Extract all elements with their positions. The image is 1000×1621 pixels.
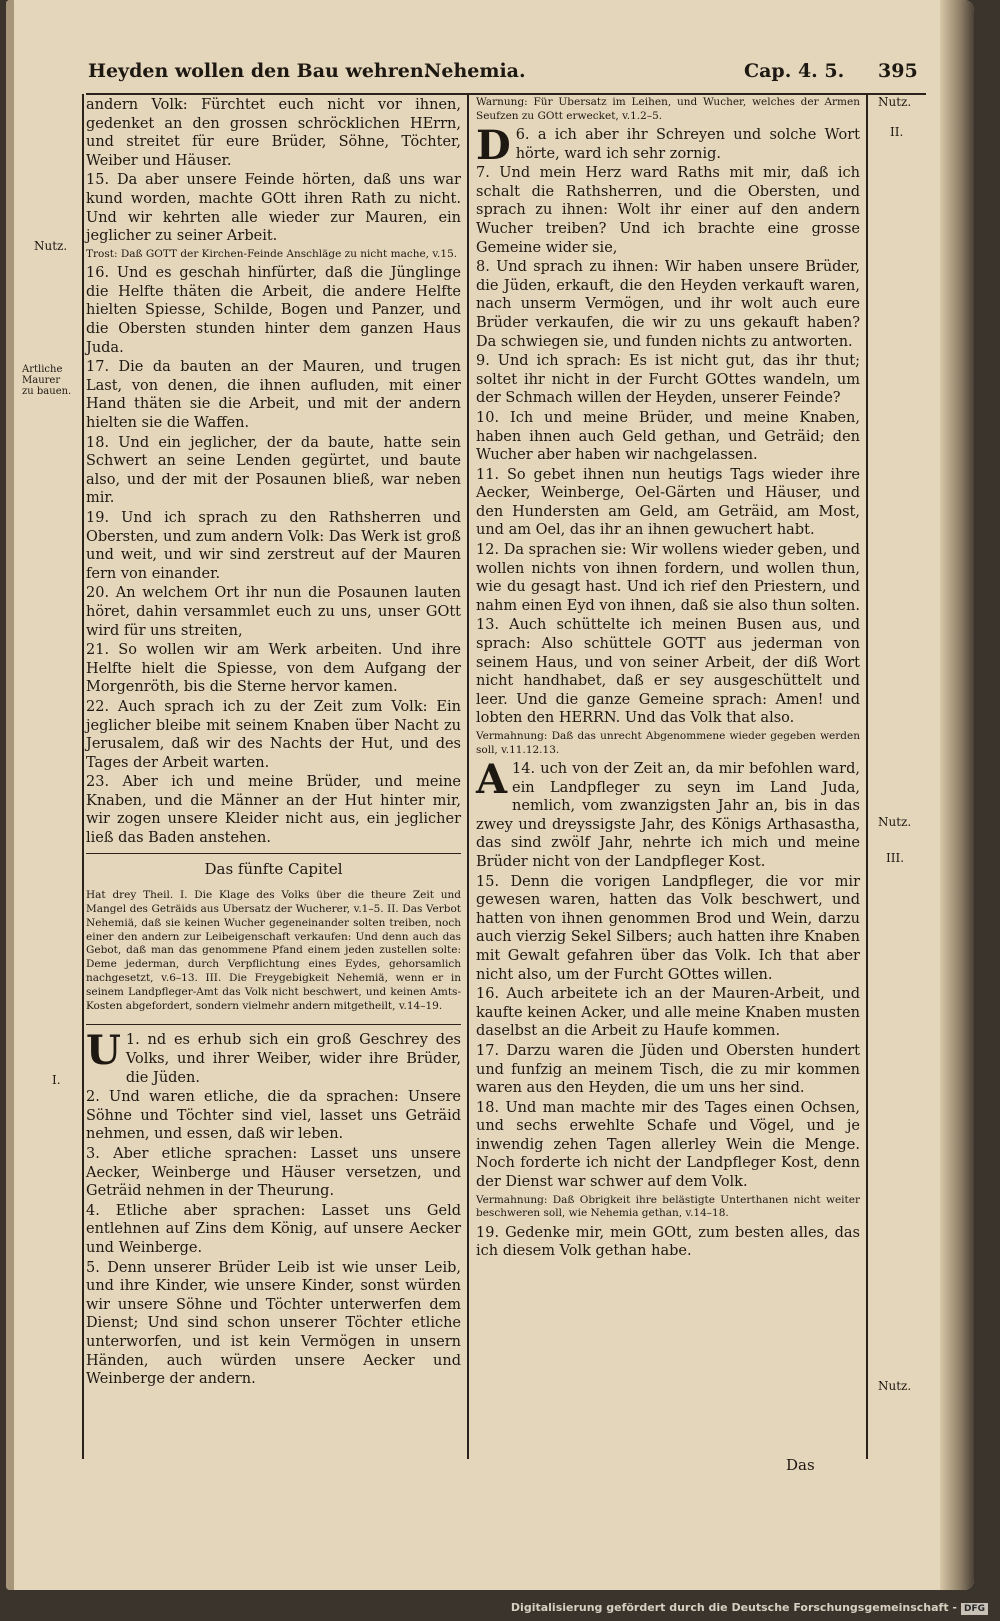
verse-number: 1. (125, 1032, 140, 1049)
chapter-summary: Hat drey Theil. I. Die Klage des Volks über die theure Zeit und Mangel des Geträids aus Ubersatz der Wucherer, v.1–5. II. Das Verbot Nehemiä, daß sie keinen Wucher gegeneinander solten treiben, noch einer den andern zur Leibeigenschaft verkaufen: Und denn auch das Gebot, daß man das genommene Pfand einem jeden zustellen solte: Deme jederman, durch Verpflichtung eines Eydes, gehorsamlich nachgesetzt, v.6–13. III. Die Freygebigkeit Nehemiä, wenn er in seinem Landpfleger-Amt das Volk nicht beschwert, und keinen Amts-Kosten abgefordert, sondern vielmehr andern mitgetheilt, v.14–19. (86, 889, 461, 1012)
verse-paragraph: 12. Da sprachen sie: Wir wollens wieder geben, und wollen nichts von ihnen fordern, und wollen thun, wie du gesagt hast. Und ich rief den Priestern, und nahm einen Eyd von ihnen, daß sie also thun solten. (476, 542, 860, 614)
trost-note: Trost: Daß GOTT der Kirchen-Feinde Anschläge zu nicht mache, v.15. (86, 247, 458, 260)
margin-note-nutz: Nutz. (34, 239, 68, 253)
verse-number: 14. (512, 761, 536, 777)
margin-note-roman: I. (52, 1073, 61, 1087)
margin-note-nutz: Nutz. (878, 815, 912, 829)
right-column-rule (866, 94, 868, 1459)
center-column-rule (467, 94, 469, 1459)
verse-paragraph (86, 1027, 461, 1087)
verse-text: nd es erhub sich ein groß Geschrey des Volks, und ihrer Weiber, wider ihre Brüder, die Jüden. (125, 1032, 461, 1086)
verse-paragraph: 19. Und ich sprach zu den Rathsherren und Obersten, und zum andern Volk: Das Werk ist groß und weit, und wir sind zerstreut auf der Mauren fern von einander. (86, 509, 461, 582)
verse-number: 6. (515, 127, 530, 143)
margin-note-roman: III. (886, 851, 905, 865)
verse-paragraph: 5. Denn unserer Brüder Leib ist wie unser Leib, und ihre Kinder, wie unsere Kinder, sonst würden wir unsere Söhne und Töchter unterwerfen dem Dienst; Und sind schon unserer Töchter etliche unterworfen, und ist kein Vermögen in unsern Händen, auch würden unsere Aecker und Weinberge der andern. (86, 1259, 461, 1388)
warnung-note: Warnung: Für Ubersatz im Leihen, und Wucher, welches der Armen Seufzen zu GOtt erwecket, v.1.2–5. (476, 96, 860, 122)
page-edge-shadow (940, 0, 974, 1590)
left-column (86, 96, 461, 1390)
margin-note-nutz: Nutz. (878, 95, 912, 109)
margin-note-artliche: Artliche Maurer zu bauen. (22, 364, 72, 397)
drop-cap: U (86, 1027, 121, 1075)
verse-paragraph: 18. Und man machte mir des Tages einen Ochsen, und sechs erwehlte Schafe und Vögel, und je inwendig zehen Tagen allerley Wein die Menge. Noch forderte ich nicht der Landpfleger Kost, denn der Dienst war schwer auf dem Volk. (476, 1099, 860, 1191)
verse-text: a ich aber ihr Schreyen und solche Wort hörte, ward ich sehr zornig. (515, 127, 861, 162)
catchword: Das (786, 1456, 815, 1474)
chapter-title: Das fünfte Capitel (204, 860, 343, 879)
left-column-rule (82, 94, 84, 1459)
right-column (476, 96, 860, 1262)
verse-paragraph: 19. Gedenke mir, mein GOtt, zum besten alles, das ich diesem Volk gethan habe. (476, 1224, 860, 1260)
verse-paragraph (476, 756, 861, 872)
verse-paragraph: 21. So wollen wir am Werk arbeiten. Und ihre Helfte hielt die Spiesse, von dem Aufgang der Morgenröth, bis die Sterne hervor kamen. (86, 642, 461, 696)
verse-paragraph: 9. Und ich sprach: Es ist nicht gut, das ihr thut; soltet ihr nicht in der Furcht GOttes wandeln, um der Schmach willen der Heyden, unserer Feinde? (476, 353, 860, 407)
verse-paragraph: 16. Auch arbeitete ich an der Mauren-Arbeit, und kaufte keinen Acker, und alle meine Knaben musten daselbst an die Arbeit zu Haufe kommen. (476, 986, 860, 1040)
verse-paragraph: 13. Auch schüttelte ich meinen Busen aus, und sprach: Also schüttele GOTT aus jederman von seinem Haus, und von seiner Arbeit, der diß Wort nicht handhabet, daß er sey ausgeschüttelt und leer. Und die ganze Gemeine sprach: Amen! und lobten den HERRN. Und das Volk that also. (476, 617, 860, 727)
verse-paragraph: 23. Aber ich und meine Brüder, und meine Knaben, und die Männer an der Hut hinter mir, wir zogen unsere Kleider nicht aus, ein jeglicher ließ das Baden anstehen. (86, 774, 461, 847)
vermahnung-note: Vermahnung: Daß das unrecht Abgenommene wieder gegeben werden soll, v.11.12.13. (476, 730, 860, 756)
verse-paragraph: 17. Die da bauten an der Mauren, und trugen Last, von denen, die ihnen aufluden, mit einer Hand thäten sie die Arbeit, und mit der andern hielten sie die Waffen. (86, 359, 461, 431)
verse-paragraph: 17. Darzu waren die Jüden und Obersten hundert und funfzig an meinem Tisch, die zu mir kommen waren aus den Heyden, die um uns her sind. (476, 1042, 860, 1097)
verse-paragraph: 3. Aber etliche sprachen: Lasset uns unsere Aecker, Weinberge und Häuser versetzen, und Geträid nehmen in der Theurung. (86, 1145, 461, 1200)
verse-paragraph: 11. So gebet ihnen nun heutigs Tags wieder ihre Aecker, Weinberge, Oel-Gärten und Häuser, und den Hundersten am Geld, am Geträid, am Most, und am Oel, das ihr an ihnen gewuchert habt. (476, 466, 860, 539)
digitization-credit (511, 1601, 988, 1615)
drop-cap: A (476, 756, 508, 803)
verse-paragraph: 2. Und waren etliche, die da sprachen: Unsere Söhne und Töchter sind viel, lasset uns Geträid nehmen, und essen, daß wir leben. (86, 1089, 461, 1143)
header-rule (86, 93, 926, 95)
credit-text: Digitalisierung gefördert durch die Deutsche Forschungsgemeinschaft - (510, 1601, 957, 1614)
summary-divider (86, 1024, 461, 1026)
verse-paragraph: 20. An welchem Ort ihr nun die Posaunen lauten höret, dahin versammlet euch zu uns, unser GOtt wird für uns streiten, (86, 585, 461, 639)
page-binding (6, 0, 14, 1590)
verse-paragraph: 10. Ich und meine Brüder, und meine Knaben, haben ihnen auch Geld gethan, und Geträid; den Wucher aber haben wir nachgelassen. (476, 409, 860, 464)
verse-paragraph: andern Volk: Fürchtet euch nicht vor ihnen, gedenket an den grossen schröcklichen HErrn, und streitet für eure Brüder, Söhne, Töchter, Weiber und Häuser. (86, 97, 461, 169)
page-number: 395 (878, 60, 918, 82)
verse-paragraph: 18. Und ein jeglicher, der da baute, hatte sein Schwert an seine Lenden gegürtet, und baute also, und der mit der Posaunen bließ, war neben mir. (86, 434, 461, 507)
verse-text: uch von der Zeit an, da mir befohlen ward, ein Landpfleger zu seyn im Land Juda, nemlich, vom zwanzigsten Jahr an, bis in das zwey und dreyssigste Jahr, des Königs Arthasastha, das sind zwölf Jahr, nehrte ich mich und meine Brüder nicht von der Landpfleger Kost. (476, 761, 861, 870)
verse-paragraph: 4. Etliche aber sprachen: Lasset uns Geld entlehnen auf Zins dem König, auf unsere Aecker und Weinberge. (86, 1202, 461, 1256)
running-title: Heyden wollen den Bau wehren. (88, 60, 431, 82)
book-page (6, 0, 974, 1590)
verse-paragraph: 7. Und mein Herz ward Raths mit mir, daß ich schalt die Rathsherren, und die Obersten, und sprach zu ihnen: Wolt ihr einer auf den andern Wucher treiben? Und ich brachte eine grosse Gemeine wider sie, (476, 165, 860, 256)
chapter-reference: Cap. 4. 5. (744, 60, 845, 82)
verse-paragraph: 8. Und sprach zu ihnen: Wir haben unsere Brüder, die Jüden, erkauft, die den Heyden verkauft waren, nach unserm Vermögen, und ihr wolt auch eure Brüder verkaufen, die wir zu uns gekauft haben? Da schwiegen sie, und funden nichts zu antworten. (476, 259, 860, 350)
verse-paragraph: 16. Und es geschah hinfürter, daß die Jünglinge die Helfte thäten die Arbeit, die andere Helfte hielten Spiesse, Schilde, Bogen und Panzer, und die Obersten stunden hinter dem ganzen Haus Juda. (86, 265, 461, 356)
verse-paragraph (476, 122, 861, 169)
verse-paragraph: 22. Auch sprach ich zu der Zeit zum Volk: Ein jeglicher bleibe mit seinem Knaben über Nacht zu Jerusalem, daß wir des Nachts der Hut, und des Tages der Arbeit warten. (86, 698, 461, 771)
verse-paragraph: 15. Denn die vorigen Landpfleger, die vor mir gewesen waren, hatten das Volk beschwert, und hatten von ihnen genommen Brod und Wein, darzu auch vierzig Sekel Silbers; auch hatten ihre Knaben mit Gewalt gefahren über das Volk. Ich that aber nicht also, um der Furcht GOttes willen. (476, 873, 860, 983)
dfg-logo: DFG (961, 1603, 988, 1615)
drop-cap: D (476, 122, 511, 169)
vermahnung-note: Vermahnung: Daß Obrigkeit ihre belästigte Unterthanen nicht weiter beschweren soll, wie Nehemia gethan, v.14–18. (476, 1193, 860, 1220)
margin-note-roman: II. (890, 125, 904, 139)
verse-paragraph: 15. Da aber unsere Feinde hörten, daß uns war kund worden, machte GOtt ihren Rath zu nicht. Und wir kehrten alle wieder zur Mauren, ein jeglicher zu seiner Arbeit. (86, 172, 461, 245)
chapter-divider (86, 853, 461, 855)
book-title: Nehemia. (424, 60, 526, 82)
margin-note-nutz: Nutz. (878, 1379, 912, 1393)
